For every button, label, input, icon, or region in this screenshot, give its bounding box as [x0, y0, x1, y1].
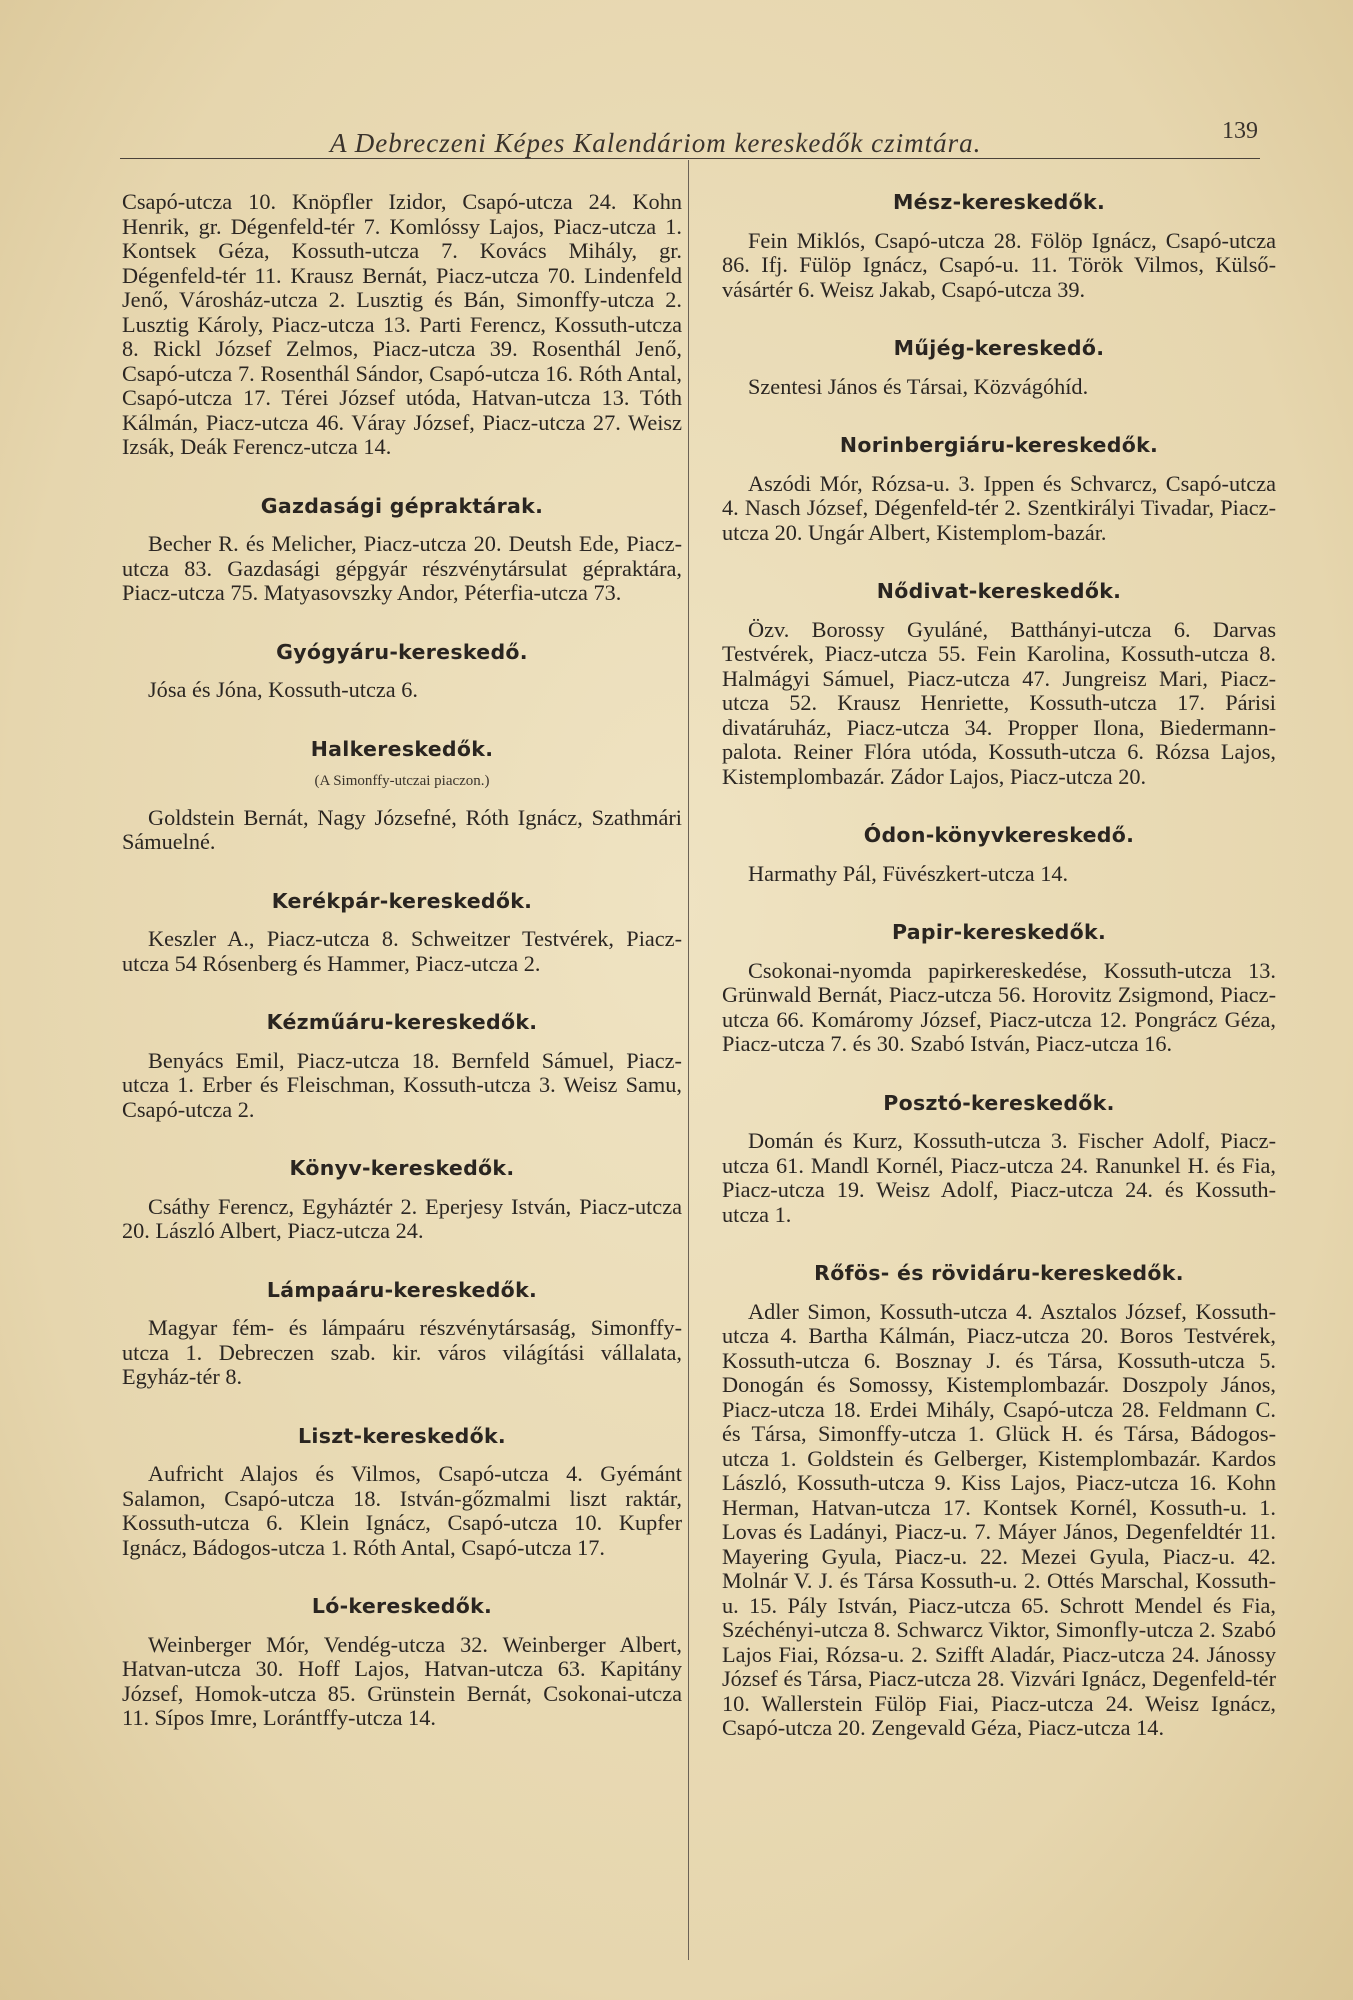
- section-heading: Gyógyáru-kereskedő.: [276, 639, 528, 664]
- section-heading: Nődivat-kereskedők.: [876, 579, 1122, 603]
- section-heading: Papir-kereskedők.: [891, 920, 1107, 944]
- section-heading: Posztó-kereskedők.: [883, 1090, 1115, 1115]
- section-heading: Kerékpár-kereskedők.: [271, 888, 533, 913]
- section-text: Aufricht Alajos és Vilmos, Csapó-utcza 4. Gyémánt Salamon, Csapó-utcza 18. István-gőzmalmi liszt raktár, Kossuth-utcza 6. Klein Ignácz, Csapó-utcza 10. Kupfer Ignácz, Bádogos-utcza 1. Róth Antal, Csapó-utcza 17.: [122, 1461, 682, 1560]
- section-heading: Gazdasági gépraktárak.: [260, 493, 544, 518]
- section-heading: Norinbergiáru-kereskedők.: [839, 433, 1159, 457]
- right-column: [722, 190, 1276, 1741]
- header-title: A Debreczeni Képes Kalendáriom kereskedők czimtára.: [330, 128, 982, 158]
- section-text: Fein Miklós, Csapó-utcza 28. Fölöp Ignácz, Csapó-utcza 86. Ifj. Fülöp Ignácz, Csapó-u. 11. Török Vilmos, Külső-vásártér 6. Weisz Jakab, Csapó-utcza 39.: [722, 227, 1276, 302]
- section-note: (A Simonffy-utczai piaczon.): [314, 773, 490, 789]
- section-text: Csokonai-nyomda papirkereskedése, Kossuth-utcza 13. Grünwald Bernát, Piacz-utcza 56. Horovitz Zsigmond, Piacz-utcza 66. Komáromy József, Piacz-utcza 12. Pongrácz Géza, Piacz-utcza 7. és 30. Szabó István, Piacz-utcza 16.: [722, 957, 1276, 1056]
- section-text: Goldstein Bernát, Nagy Józsefné, Róth Ignácz, Szathmári Sámuelné.: [122, 804, 682, 854]
- section-text: Aszódi Mór, Rózsa-u. 3. Ippen és Schvarcz, Csapó-utcza 4. Nasch József, Dégenfeld-tér 2. Szentkirályi Tivadar, Piacz-utcza 20. Ungár Albert, Kistemplom-bazár.: [722, 470, 1276, 545]
- column-divider: [688, 160, 689, 1960]
- section-heading: Liszt-kereskedők.: [298, 1423, 506, 1448]
- section-heading: Rőfös- és rövidáru-kereskedők.: [814, 1261, 1184, 1285]
- section-heading: Ló-kereskedők.: [311, 1594, 493, 1618]
- section-heading: Ódon-könyvkereskedő.: [863, 823, 1135, 847]
- section-text: Jósa és Jóna, Kossuth-utcza 6.: [148, 677, 418, 702]
- intro-text: Csapó-utcza 10. Knöpfler Izidor, Csapó-utcza 24. Kohn Henrik, gr. Dégenfeld-tér 7. Komlóssy Lajos, Piacz-utcza 1. Kontsek Géza, Kossuth-utcza 7. Kovács Mihály, gr. Dégenfeld-tér 11. Krausz Bernát, Piacz-utcza 70. Lindenfeld Jenő, Városház-utcza 2. Lusztig és Bán, Simonffy-utcza 2. Lusztig Károly, Piacz-utcza 13. Parti Ferencz, Kossuth-utcza 8. Rickl József Zelmos, Piacz-utcza 39. Rosenthál Jenő, Csapó-utcza 7. Rosenthál Sándor, Csapó-utcza 16. Róth Antal, Csapó-utcza 17. Térei József utóda, Hatvan-utcza 13. Tóth Kálmán, Piacz-utcza 46. Váray József, Piacz-utcza 27. Weisz Izsák, Deák Ferencz-utcza 14.: [122, 189, 682, 459]
- section-text: Magyar fém- és lámpaáru részvénytársaság, Simonffy-utcza 1. Debreczen szab. kir. város világítási vállalata, Egyház-tér 8.: [122, 1315, 682, 1389]
- section-text: Benyács Emil, Piacz-utcza 18. Bernfeld Sámuel, Piacz-utcza 1. Erber és Fleischman, Kossuth-utcza 3. Weisz Samu, Csapó-utcza 2.: [122, 1047, 682, 1122]
- section-heading: Halkereskedők.: [310, 736, 494, 761]
- page-number: 139: [1222, 118, 1258, 144]
- section-text: Weinberger Mór, Vendég-utcza 32. Weinberger Albert, Hatvan-utcza 30. Hoff Lajos, Hatvan-utcza 63. Kapitány József, Homok-utcza 85. Grünstein Bernát, Csokonai-utcza 11. Sípos Imre, Lorántffy-utcza 14.: [122, 1631, 682, 1730]
- left-column: [122, 190, 682, 1731]
- section-text: Domán és Kurz, Kossuth-utcza 3. Fischer Adolf, Piacz-utcza 61. Mandl Kornél, Piacz-utcza 24. Ranunkel H. és Fia, Piacz-utcza 19. Weisz Adolf, Piacz-utcza 24. és Kossuth-utcza 1.: [722, 1128, 1276, 1227]
- section-heading: Mész-kereskedők.: [892, 190, 1106, 214]
- header-rule: [120, 158, 1260, 159]
- section-text: Adler Simon, Kossuth-utcza 4. Asztalos József, Kossuth-utcza 4. Bartha Kálmán, Piacz-utcza 20. Boros Testvérek, Kossuth-utcza 6. Bosznay J. és Társa, Kossuth-utcza 5. Donogán és Somossy, Kistemplombazár. Doszpoly János, Piacz-utcza 18. Erdei Mihály, Csapó-utcza 28. Feldmann C. és Társa, Simonffy-utcza 1. Glück H. és Társa, Bádogos-utcza 1. Goldstein és Gelberger, Kistemplombazár. Kardos László, Kossuth-utcza 9. Kiss Lajos, Piacz-utcza 16. Kohn Herman, Hatvan-utcza 17. Kontsek Kornél, Kossuth-u. 1. Lovas és Ladányi, Piacz-u. 7. Máyer János, Degenfeldtér 11. Mayering Gyula, Piacz-u. 22. Mezei Gyula, Piacz-u. 42. Molnár V. J. és Társa Kossuth-u. 2. Ottés Marschal, Kossuth-u. 15. Pály István, Piacz-utcza 65. Schrott Mendel és Fia, Széchényi-utcza 8. Schwarcz Viktor, Simonfly-utcza 2. Szabó Lajos Fiai, Rózsa-u. 2. Szifft Aladár, Piacz-utcza 24. Jánossy József és Társa, Piacz-utcza 28. Vizvári Ignácz, Degenfeld-tér 10. Wallerstein Fülöp Fiai, Piacz-utcza 24. Weisz Ignácz, Csapó-utcza 20. Zengevald Géza, Piacz-utcza 14.: [722, 1298, 1276, 1740]
- section-heading: Műjég-kereskedő.: [893, 336, 1105, 360]
- section-text: Szentesi János és Társai, Közvágóhíd.: [748, 373, 1089, 399]
- section-text: Csáthy Ferencz, Egyháztér 2. Eperjesy István, Piacz-utcza 20. László Albert, Piacz-utcza 24.: [122, 1193, 682, 1243]
- running-header: [120, 118, 1270, 158]
- section-text: Özv. Borossy Gyuláné, Batthányi-utcza 6. Darvas Testvérek, Piacz-utcza 55. Fein Karolina, Kossuth-utcza 8. Halmágyi Sámuel, Piacz-utcza 47. Jungreisz Mari, Piacz-utcza 52. Krausz Henriette, Kossuth-utcza 17. Párisi divatáruház, Piacz-utcza 34. Propper Ilona, Biedermann-palota. Reiner Flóra utóda, Kossuth-utcza 6. Rózsa Lajos, Kistemplombazár. Zádor Lajos, Piacz-utcza 20.: [722, 616, 1276, 789]
- section-heading: Lámpaáru-kereskedők.: [266, 1277, 538, 1302]
- section-text: Harmathy Pál, Füvészkert-utcza 14.: [748, 860, 1069, 886]
- section-heading: Könyv-kereskedők.: [289, 1156, 515, 1180]
- section-heading: Kézműáru-kereskedők.: [266, 1010, 538, 1034]
- section-text: Becher R. és Melicher, Piacz-utcza 20. Deutsh Ede, Piacz-utcza 83. Gazdasági gépgyár részvénytársulat gépraktára, Piacz-utcza 75. Matyasovszky Andor, Péterfia-utcza 73.: [122, 531, 682, 605]
- section-text: Keszler A., Piacz-utcza 8. Schweitzer Testvérek, Piacz-utcza 54 Rósenberg és Hammer, Piacz-utcza 2.: [122, 926, 682, 976]
